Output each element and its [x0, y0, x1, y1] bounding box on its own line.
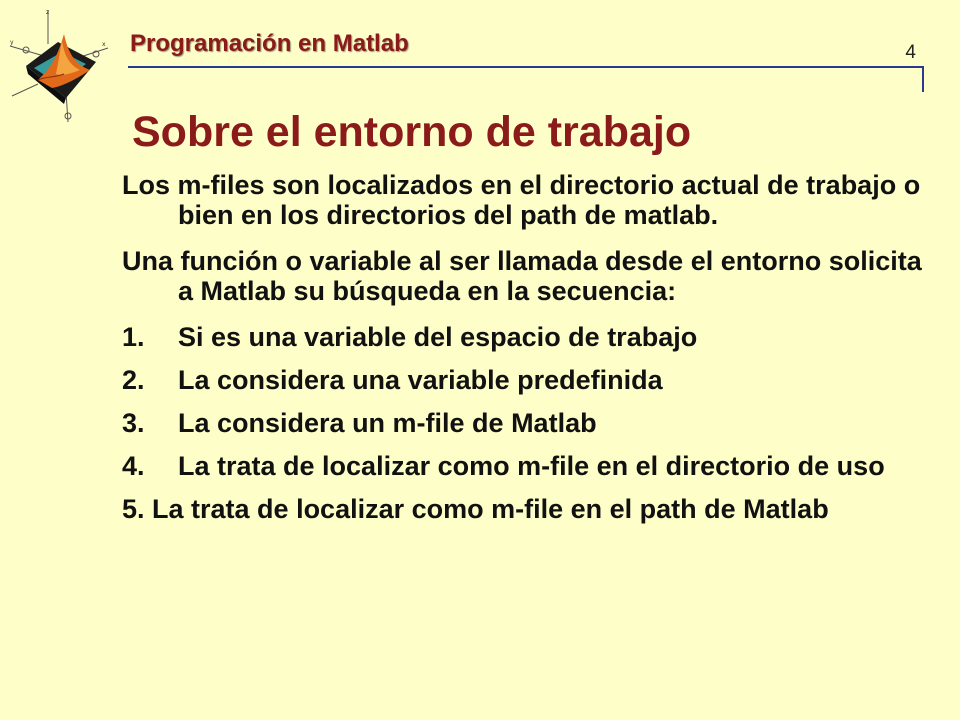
list-item-number: 2.: [122, 365, 145, 395]
list-item-number: 4.: [122, 451, 145, 481]
list-item-number: 1.: [122, 322, 145, 352]
list-item-text: La trata de localizar como m-file en el directorio de uso: [178, 451, 885, 481]
slide-title: Sobre el entorno de trabajo: [132, 108, 692, 156]
list-item-text: Si es una variable del espacio de trabajo: [178, 322, 698, 352]
slide-body: [122, 170, 922, 540]
list-item: [122, 365, 922, 395]
svg-text:x: x: [102, 41, 106, 48]
svg-text:y: y: [10, 39, 14, 46]
list-item: [122, 322, 922, 352]
list-item: [122, 408, 922, 438]
list-item-text: La considera un m-file de Matlab: [178, 408, 597, 438]
list-item: [122, 451, 922, 481]
paragraph-search-sequence: Una función o variable al ser llamada desde el entorno solicita a Matlab su búsqueda en la secuencia:: [122, 246, 922, 306]
paragraph-last-step: 5. La trata de localizar como m-file en el path de Matlab: [122, 494, 829, 524]
matlab-logo-icon: [4, 4, 114, 124]
header-rule-corner: [922, 66, 924, 92]
list-item-text: La considera una variable predefinida: [178, 365, 663, 395]
paragraph-mfiles-location: Los m-files son localizados en el directorio actual de trabajo o bien en los directorios del path de matlab.: [122, 170, 921, 230]
list-item-number: 3.: [122, 408, 145, 438]
svg-text:z: z: [46, 9, 50, 16]
header-rule: [128, 66, 924, 68]
page-number: 4: [905, 42, 916, 63]
header-title: Programación en Matlab: [130, 30, 409, 57]
